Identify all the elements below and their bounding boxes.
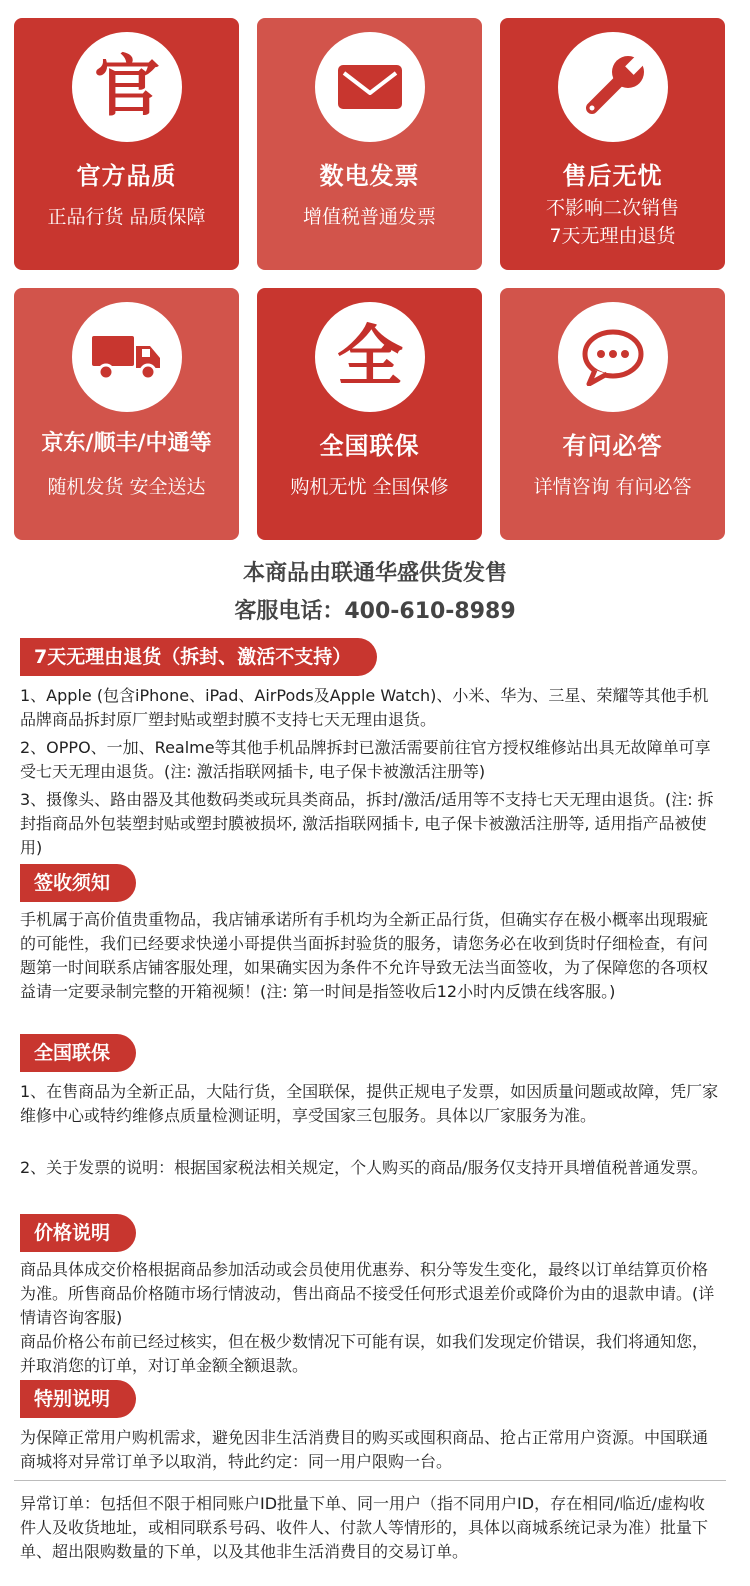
card-subtitle: 详情咨询 有问必答 — [533, 476, 692, 498]
section-title-return-policy: 7天无理由退货（拆封、激活不支持） — [20, 638, 377, 676]
card-after-sales — [500, 18, 725, 270]
card-title: 全国联保 — [319, 432, 420, 460]
nationwide-icon: 全 — [315, 302, 425, 412]
card-subtitle: 购机无忧 全国保修 — [290, 476, 449, 498]
chat-bubble-icon — [558, 302, 668, 412]
abnormal-order-text: 异常订单：包括但不限于相同账户ID批量下单、同一用户（指不同用户ID，存在相同/临近/虚构收件人及收货地址，或相同联系号码、收件人、付款人等情形的，具体以商城系统记录为准）批量下单、超出限购数量的下单，以及其他非生活消费目的交易订单。 — [20, 1494, 709, 1561]
card-subtitle: 不影响二次销售 7天无理由退货 — [545, 197, 679, 247]
envelope-icon — [315, 32, 425, 142]
special-note-text: 为保障正常用户购机需求，避免因非生活消费目的购买或囤积商品、抢占正常用户资源。中国联通商城将对异常订单予以取消，特此约定：同一用户限购一台。 — [20, 1428, 709, 1471]
wrench-icon — [558, 32, 668, 142]
card-title: 官方品质 — [76, 162, 177, 190]
card-title: 售后无忧 — [562, 162, 663, 190]
card-shipping — [14, 288, 239, 540]
card-title: 京东/顺丰/中通等 — [41, 431, 212, 456]
card-subtitle: 增值税普通发票 — [302, 206, 436, 228]
card-nationwide-warranty — [257, 288, 482, 540]
divider — [14, 1480, 726, 1481]
card-subtitle: 随机发货 安全送达 — [47, 476, 206, 498]
price-note-text: 商品价格公布前已经过核实，但在极少数情况下可能有误，如我们发现定价错误，我们将通知您，并取消您的订单，对订单金额全额退款。 — [20, 1332, 709, 1375]
warranty-item: 1、在售商品为全新正品，大陆行货，全国联保，提供正规电子发票，如因质量问题或故障，凭厂家维修中心或特约维修点质量检测证明，享受国家三包服务。具体以厂家服务为准。 — [20, 1082, 719, 1125]
truck-icon — [72, 302, 182, 412]
card-official-quality — [14, 18, 239, 270]
warranty-item: 2、关于发票的说明：根据国家税法相关规定，个人购买的商品/服务仅支持开具增值税普通发票。 — [20, 1158, 708, 1177]
card-subtitle: 正品行货 品质保障 — [47, 206, 206, 228]
official-icon: 官 — [72, 32, 182, 142]
card-qa — [500, 288, 725, 540]
section-title-warranty: 全国联保 — [20, 1034, 136, 1072]
service-phone: 客服电话：400-610-8989 — [234, 599, 516, 624]
card-title: 有问必答 — [562, 432, 663, 460]
return-policy-item: 1、Apple (包含iPhone、iPad、AirPods及Apple Watch)、小米、华为、三星、荣耀等其他手机品牌商品拆封原厂塑封贴或塑封膜不支持七天无理由退货。 — [20, 686, 709, 729]
return-policy-item: 3、摄像头、路由器及其他数码类或玩具类商品，拆封/激活/适用等不支持七天无理由退货。(注: 拆封指商品外包装塑封贴或塑封膜被损坏, 激活指联网插卡, 电子保卡被激活注册等, 适用指产品被使用) — [20, 790, 714, 857]
section-title-delivery-notice: 签收须知 — [20, 864, 136, 902]
section-title-special-note: 特别说明 — [20, 1380, 136, 1418]
return-policy-item: 2、OPPO、一加、Realme等其他手机品牌拆封已激活需要前往官方授权维修站出具无故障单可享受七天无理由退货。(注: 激活指联网插卡, 电子保卡被激活注册等) — [20, 738, 711, 781]
card-digital-invoice — [257, 18, 482, 270]
price-note-text: 商品具体成交价格根据商品参加活动或会员使用优惠券、积分等发生变化，最终以订单结算页价格为准。所售商品价格随市场行情波动，售出商品不接受任何形式退差价或降价为由的退款申请。(详情请咨询客服) — [20, 1260, 715, 1327]
delivery-notice-text: 手机属于高价值贵重物品，我店铺承诺所有手机均为全新正品行货，但确实存在极小概率出现瑕疵的可能性，我们已经要求快递小哥提供当面拆封验货的服务，请您务必在收到货时仔细检查，有问题第一时间联系店铺客服处理，如果确实因为条件不允许导致无法当面签收，为了保障您的各项权益请一定要录制完整的开箱视频！(注: 第一时间是指签收后12小时内反馈在线客服。) — [20, 910, 709, 1001]
card-title: 数电发票 — [319, 162, 420, 190]
seller-info: 本商品由联通华盛供货发售 — [242, 561, 507, 586]
section-title-price-note: 价格说明 — [20, 1214, 136, 1252]
